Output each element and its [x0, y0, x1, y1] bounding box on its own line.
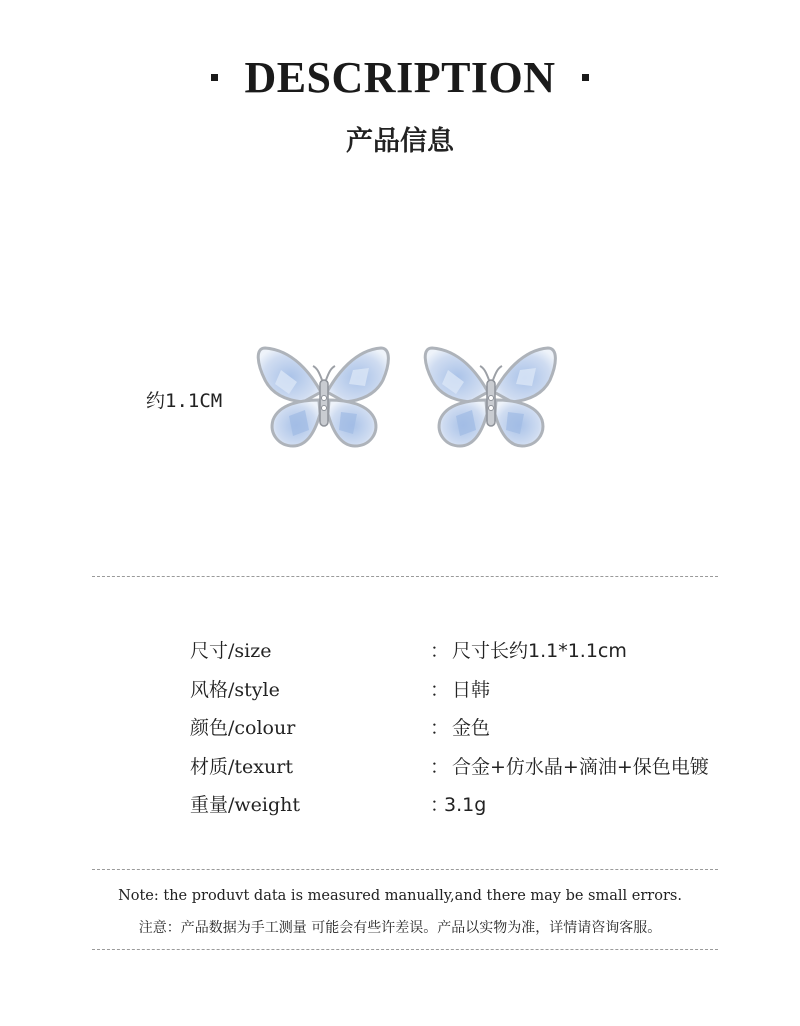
spec-colon: ： — [430, 717, 450, 739]
spec-value-group — [430, 675, 490, 702]
spec-label: 风格/style — [190, 679, 280, 701]
butterfly-earring-icon — [253, 340, 395, 456]
spec-value-group — [430, 790, 486, 817]
butterfly-earring-icon — [420, 340, 562, 456]
spec-value: 3.1g — [444, 794, 487, 816]
spec-row-size — [0, 636, 800, 666]
note-chinese: 注意：产品数据为手工测量 可能会有些许差误。产品以实物为准，详情请咨询客服。 — [138, 920, 662, 936]
size-label: 约1.1CM — [146, 390, 223, 412]
spec-colon: ： — [430, 756, 450, 778]
divider — [92, 576, 718, 577]
spec-value: 日韩 — [452, 679, 491, 701]
spec-value: 合金+仿水晶+滴油+保色电镀 — [452, 756, 709, 778]
bullet-dot-icon — [211, 74, 218, 81]
spec-label: 重量/weight — [190, 794, 301, 816]
spec-row-style — [0, 675, 800, 705]
spec-label: 尺寸/size — [190, 640, 272, 662]
spec-label: 材质/texurt — [190, 756, 293, 778]
spec-colon: ： — [430, 640, 450, 662]
spec-row-weight — [0, 790, 800, 820]
spec-row-colour — [0, 713, 800, 743]
spec-colon: ： — [430, 794, 450, 816]
divider — [92, 869, 718, 870]
page-subtitle: 产品信息 — [346, 126, 454, 157]
divider — [92, 949, 718, 950]
note-english: Note: the produvt data is measured manually,and there may be small errors. — [118, 888, 682, 904]
spec-value-group — [430, 713, 490, 740]
page-title — [0, 52, 800, 103]
spec-value: 金色 — [452, 717, 491, 739]
spec-label: 颜色/colour — [190, 717, 296, 739]
title-text: DESCRIPTION — [244, 53, 556, 102]
spec-colon: ： — [430, 679, 450, 701]
spec-value: 尺寸长约1.1*1.1cm — [452, 640, 627, 662]
spec-value-group — [430, 636, 627, 663]
spec-value-group — [430, 752, 709, 779]
spec-row-material — [0, 752, 800, 782]
bullet-dot-icon — [582, 74, 589, 81]
